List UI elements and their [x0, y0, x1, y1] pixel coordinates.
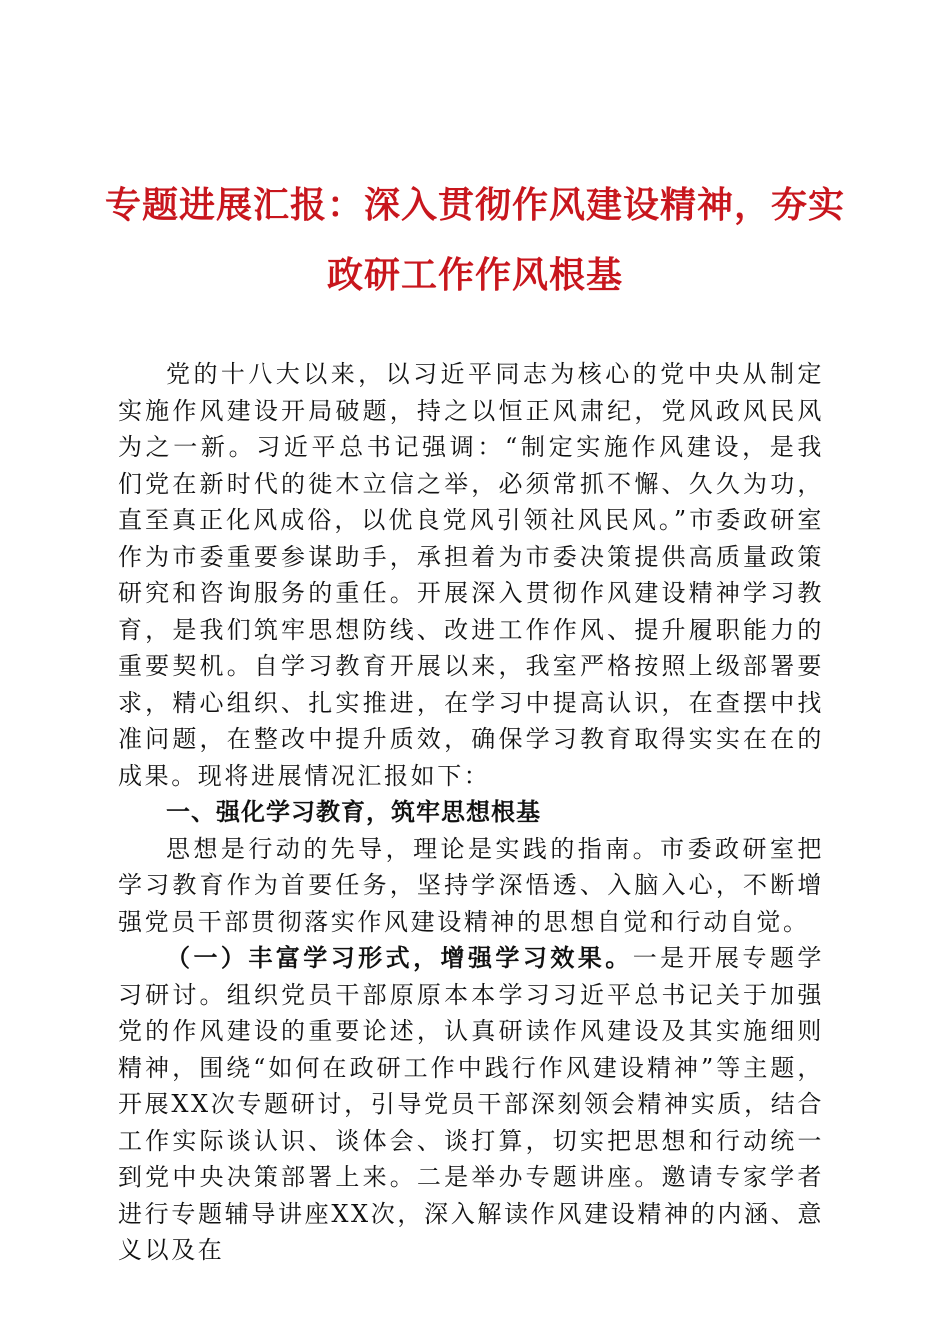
section-heading-1: 一、强化学习教育，筑牢思想根基 — [166, 798, 541, 826]
title-line-2: 政研工作作风根基 — [326, 254, 623, 296]
section-1-paragraph: 思想是行动的先导，理论是实践的指南。市委政研室把学习教育作为首要任务，坚持学深悟透、入脑入心，不断增强党员干部贯彻落实作风建设精神的思想自觉和行动自觉。 — [118, 834, 824, 936]
subsection-1-lead: （一）丰富学习形式，增强学习效果。 — [166, 943, 633, 972]
document-title — [100, 170, 850, 310]
title-line-1: 专题进展汇报：深入贯彻作风建设精神，夯实 — [104, 184, 845, 226]
intro-paragraph: 党的十八大以来，以习近平同志为核心的党中央从制定实施作风建设开局破题，持之以恒正风肃纪，党风政风民风为之一新。习近平总书记强调：“制定实施作风建设，是我们党在新时代的徙木立信之举，必须常抓不懈、久久为功，直至真正化风成俗，以优良党风引领社风民风。”市委政研室作为市委重要参谋助手，承担着为市委决策提供高质量政策研究和咨询服务的重任。开展深入贯彻作风建设精神学习教育，是我们筑牢思想防线、改进工作作风、提升履职能力的重要契机。自学习教育开展以来，我室严格按照上级部署要求，精心组织、扎实推进，在学习中提高认识，在查摆中找准问题，在整改中提升质效，确保学习教育取得实实在在的成果。现将进展情况汇报如下： — [118, 360, 824, 790]
subsection-1-paragraph — [118, 940, 824, 1269]
subsection-1-body: 一是开展专题学习研讨。组织党员干部原原本本学习习近平总书记关于加强党的作风建设的重要论述，认真研读作风建设及其实施细则精神，围绕“如何在政研工作中践行作风建设精神”等主题，开展XX次专题研讨，引导党员干部深刻领会精神实质，结合工作实际谈认识、谈体会、谈打算，切实把思想和行动统一到党中央决策部署上来。二是举办专题讲座。邀请专家学者进行专题辅导讲座XX次，深入解读作风建设精神的内涵、意义以及在 — [118, 944, 824, 1264]
document-body — [118, 356, 824, 1269]
